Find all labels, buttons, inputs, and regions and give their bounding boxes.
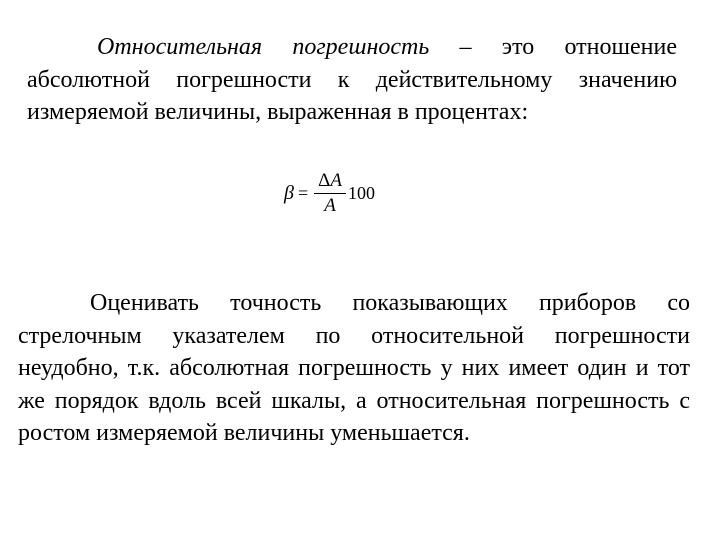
formula-denominator: A	[324, 195, 336, 216]
relative-error-formula	[284, 170, 375, 217]
explanation-text: Оценивать точность показывающих приборов со стрелочным указателем по относительной погрешности неудобно, т.к. абсолютная погрешность у них имеет один и тот же порядок вдоль всей шкалы, а относительная погрешность с ростом измеряемой величины уменьшается.	[18, 290, 690, 446]
explanation-paragraph	[18, 287, 690, 450]
definition-text: – это отношение абсолютной погрешности к действительному значению измеряемой величины, выраженная в процентах:	[27, 34, 677, 125]
term-relative-error: Относительная погрешность	[97, 34, 430, 60]
fraction-bar	[314, 193, 346, 194]
formula-numerator	[314, 170, 346, 192]
formula-numerator-var: A	[330, 170, 342, 191]
formula-beta: β	[284, 182, 294, 204]
formula-delta: Δ	[318, 170, 331, 191]
formula-fraction	[314, 170, 346, 217]
formula-multiplier: 100	[347, 183, 375, 203]
definition-paragraph	[27, 31, 677, 129]
formula-equals: =	[297, 183, 309, 203]
